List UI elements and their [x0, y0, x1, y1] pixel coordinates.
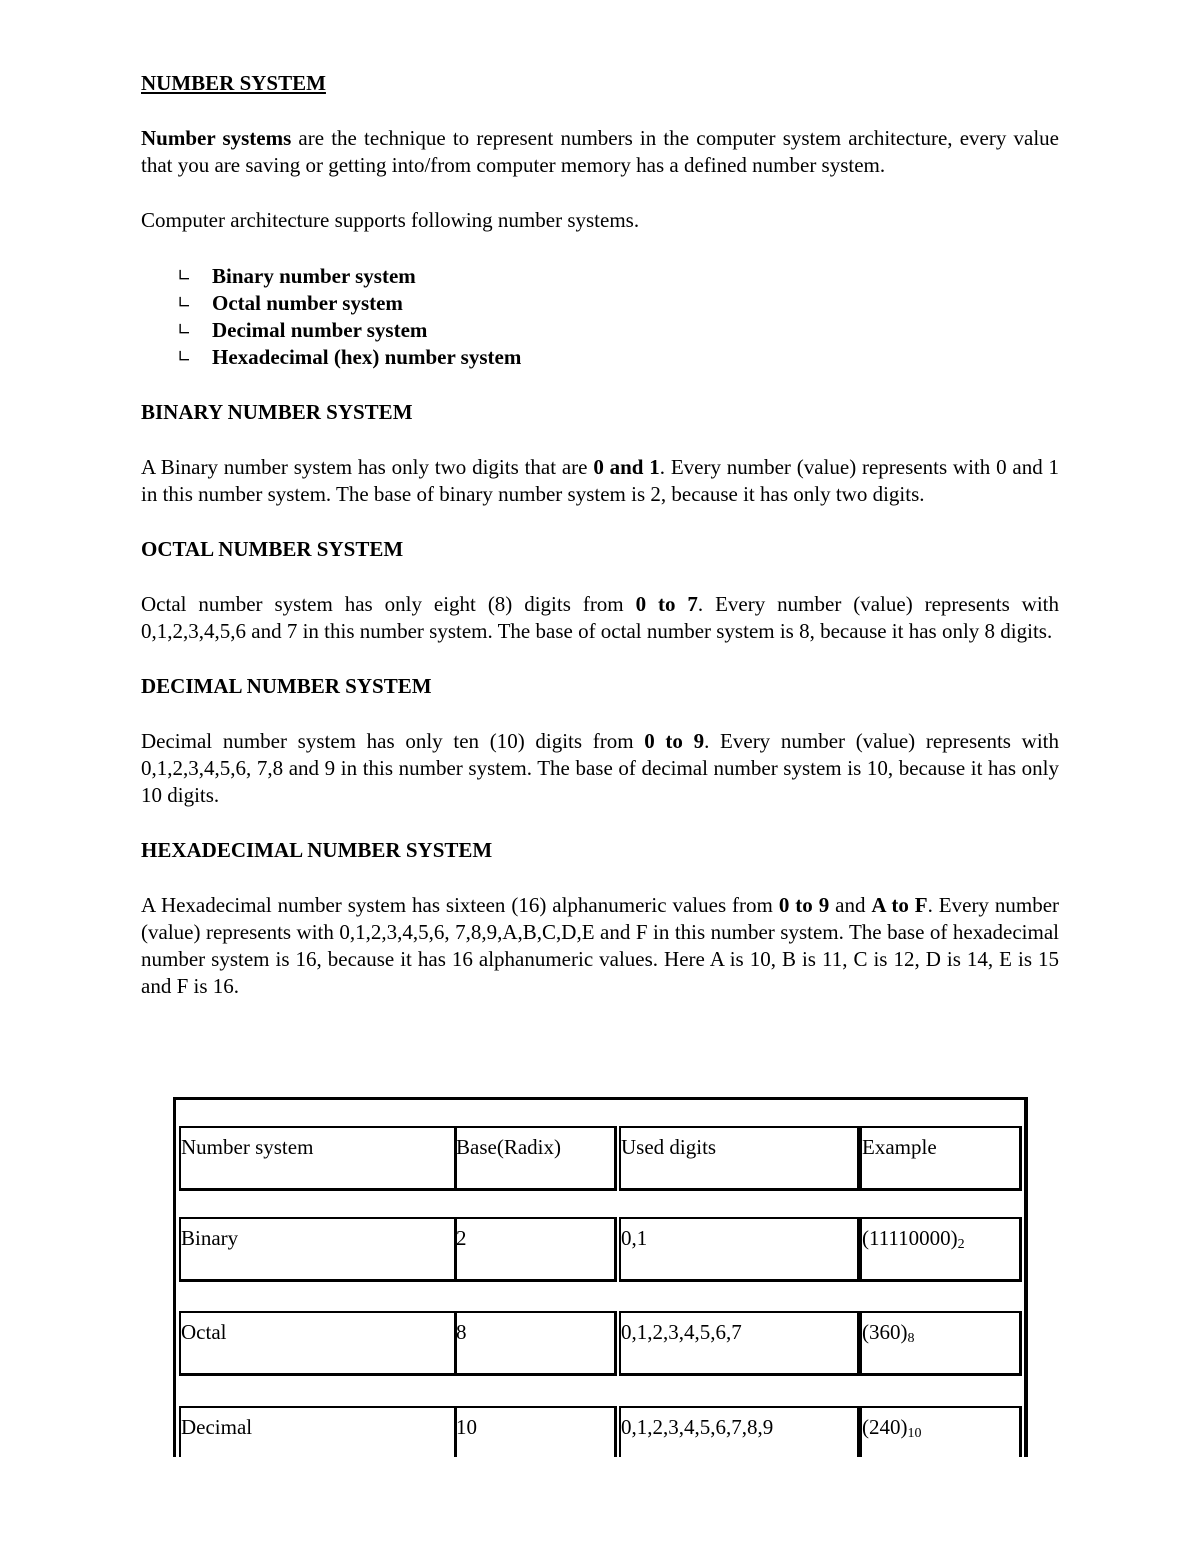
octal-text-before: Octal number system has only eight (8) digits from [141, 592, 636, 616]
list-item [141, 317, 1059, 344]
table-cell: Octal [179, 1311, 457, 1376]
number-systems-list [141, 263, 1059, 371]
decimal-text-before: Decimal number system has only ten (10) digits from [141, 729, 645, 753]
intro-paragraph [141, 125, 1059, 179]
table-cell: 0,1 [619, 1217, 860, 1282]
table-header-cell: Used digits [619, 1126, 860, 1191]
binary-bold: 0 and 1 [593, 455, 660, 479]
hex-text-after: . Every number (value) represents with 0,1,2,3,4,5,6, 7,8,9,A,B,C,D,E and F in this number system. The base of hexadecimal number system is 16, because it has 16 alphanumeric values. Here A is 10, B is 11, C is 12, D is 14, E is 15 and F is 16. [141, 893, 1060, 998]
hex-bold: 0 to 9 [778, 893, 830, 917]
example-base-subscript: 8 [907, 1331, 915, 1346]
example-value: (240) [862, 1415, 908, 1439]
binary-paragraph [141, 454, 1059, 508]
list-item-label: Octal number system [212, 291, 403, 315]
page-title: NUMBER SYSTEM [141, 71, 326, 95]
hexadecimal-heading: HEXADECIMAL NUMBER SYSTEM [141, 838, 493, 862]
intro-bold-lead: Number systems [141, 126, 292, 150]
table-cell: 2 [454, 1217, 617, 1282]
table-cell [860, 1311, 1022, 1376]
list-item [141, 263, 1059, 290]
table-cell: 8 [454, 1311, 617, 1376]
corner-bullet-icon: ∟ [177, 266, 192, 286]
corner-bullet-icon: ∟ [177, 293, 192, 313]
table-cell: 0,1,2,3,4,5,6,7 [619, 1311, 860, 1376]
example-base-subscript: 2 [957, 1237, 965, 1252]
intro-text: are the technique to represent numbers in the computer system architecture, every value that you are saving or getting into/from computer memory has a defined number system. [141, 126, 1059, 177]
hexadecimal-paragraph [141, 892, 1059, 1000]
octal-bold: 0 to 7 [635, 592, 698, 616]
table-header-cell: Number system [179, 1126, 457, 1191]
corner-bullet-icon: ∟ [177, 347, 192, 367]
table-cell: 10 [454, 1406, 617, 1457]
table-cell: Binary [179, 1217, 457, 1282]
binary-heading: BINARY NUMBER SYSTEM [141, 400, 413, 424]
decimal-paragraph [141, 728, 1059, 809]
document-page [141, 70, 1059, 1000]
decimal-bold: 0 to 9 [644, 729, 705, 753]
table-header-cell: Example [860, 1126, 1022, 1191]
table-cell [860, 1217, 1022, 1282]
example-value: (11110000) [862, 1226, 958, 1250]
list-item [141, 344, 1059, 371]
corner-bullet-icon: ∟ [177, 320, 192, 340]
supports-line: Computer architecture supports following number systems. [141, 208, 640, 232]
example-value: (360) [862, 1320, 908, 1344]
list-item-label: Binary number system [212, 264, 416, 288]
list-item-label: Hexadecimal (hex) number system [212, 345, 522, 369]
binary-text-before: A Binary number system has only two digits that are [141, 455, 594, 479]
octal-paragraph [141, 591, 1059, 645]
table-cell: 0,1,2,3,4,5,6,7,8,9 [619, 1406, 860, 1457]
hex-text-before: A Hexadecimal number system has sixteen (16) alphanumeric values from [141, 893, 779, 917]
table-header-cell: Base(Radix) [454, 1126, 617, 1191]
example-base-subscript: 10 [907, 1426, 922, 1441]
list-item-label: Decimal number system [212, 318, 428, 342]
table-cell [860, 1406, 1022, 1457]
octal-text-after: . Every number (value) represents with 0,1,2,3,4,5,6 and 7 in this number system. The base of octal number system is 8, because it has only 8 digits. [141, 592, 1060, 643]
table-cell: Decimal [179, 1406, 457, 1457]
octal-heading: OCTAL NUMBER SYSTEM [141, 537, 404, 561]
number-system-table [173, 1097, 1029, 1457]
decimal-text-after: . Every number (value) represents with 0,1,2,3,4,5,6, 7,8 and 9 in this number system. The base of decimal number system is 10, because it has only 10 digits. [141, 729, 1059, 807]
hex-text-mid: and [829, 893, 872, 917]
binary-text-after: . Every number (value) represents with 0 and 1 in this number system. The base of binary number system is 2, because it has only two digits. [141, 455, 1059, 506]
decimal-heading: DECIMAL NUMBER SYSTEM [141, 674, 432, 698]
hex-bold-2: A to F [871, 893, 928, 917]
list-item [141, 290, 1059, 317]
